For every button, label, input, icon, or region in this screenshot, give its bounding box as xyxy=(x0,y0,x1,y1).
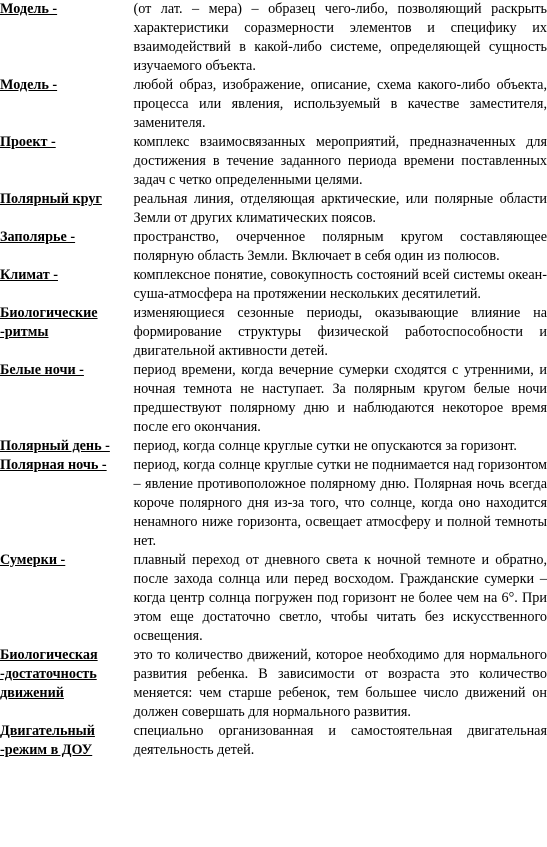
glossary-definition: период, когда солнце круглые сутки не поднимается над горизонтом – явление противоположное полярному дню. Полярная ночь всегда короче полярного дня из-за того, что солнце, когда оно находится ненамного ниже горизонта, освещает атмосферу и полной темноты нет. xyxy=(133,457,547,549)
glossary-term: Модель - xyxy=(0,77,58,93)
glossary-entry xyxy=(0,190,547,228)
glossary-term: Заполярье - xyxy=(0,229,76,245)
glossary-term: Биологическая -достаточность движений xyxy=(0,647,98,701)
glossary-term: Проект - xyxy=(0,134,56,150)
glossary-definition: любой образ, изображение, описание, схема какого-либо объекта, процесса или явления, используемый в качестве заместителя, заменителя. xyxy=(133,77,547,131)
glossary-definition: изменяющиеся сезонные периоды, оказывающие влияние на формирование структуры физической работоспособности и двигательной активности детей. xyxy=(133,305,547,359)
glossary-definition: это то количество движений, которое необходимо для нормального развития ребенка. В зависимости от возраста это количество меняется: чем старше ребенок, тем большее число движений он должен совершать для нормального развития. xyxy=(133,647,547,720)
glossary-entry xyxy=(0,361,547,437)
glossary-term: Двигательный -режим в ДОУ xyxy=(0,723,95,758)
glossary-term: Климат - xyxy=(0,267,58,283)
glossary-definition: период, когда солнце круглые сутки не опускаются за горизонт. xyxy=(133,438,517,454)
glossary-definition: реальная линия, отделяющая арктические, или полярные области Земли от других климатических поясов. xyxy=(133,191,547,226)
glossary-entry xyxy=(0,437,547,456)
glossary-definition: период времени, когда вечерние сумерки сходятся с утренними, и ночная темнота не наступает. За полярным кругом белые ночи предшествуют полярному дню и наблюдаются некоторое время после его окончания. xyxy=(133,362,547,435)
glossary-definition: комплексное понятие, совокупность состояний всей системы океан-суша-атмосфера на протяжении нескольких десятилетий. xyxy=(133,267,547,302)
glossary-entry xyxy=(0,133,547,190)
glossary-entry xyxy=(0,551,547,646)
glossary-term: Белые ночи - xyxy=(0,362,84,378)
glossary-term: Полярный круг xyxy=(0,191,102,207)
glossary-entry xyxy=(0,0,547,76)
glossary-entry xyxy=(0,266,547,304)
glossary-definition: специально организованная и самостоятельная двигательная деятельность детей. xyxy=(133,723,547,758)
glossary-entry xyxy=(0,456,547,551)
glossary-definition: пространство, очерченное полярным кругом составляющее полярную область Земли. Включает в себя один из полюсов. xyxy=(133,229,547,264)
glossary-term: Биологические -ритмы xyxy=(0,305,98,340)
glossary-entry xyxy=(0,304,547,361)
glossary-term: Сумерки - xyxy=(0,552,66,568)
glossary-definition: (от лат. – мера) – образец чего-либо, позволяющий раскрыть характеристики соразмерности элементов и специфику их взаимодействий в какой-либо системе, определяющей сущность изучаемого объекта. xyxy=(133,1,547,74)
glossary-definition: плавный переход от дневного света к ночной темноте и обратно, после захода солнца или перед восходом. Гражданские сумерки – когда центр солнца погружен под горизонт не более чем на 6°. При этом еще достаточно светло, чтобы читать без искусственного освещения. xyxy=(133,552,547,644)
glossary-definition: комплекс взаимосвязанных мероприятий, предназначенных для достижения в течение заданного периода времени поставленных задач с четко определенными целями. xyxy=(133,134,547,188)
glossary-term: Модель - xyxy=(0,1,58,17)
glossary-entry xyxy=(0,228,547,266)
glossary-entry xyxy=(0,646,547,722)
glossary-term: Полярный день - xyxy=(0,438,110,454)
glossary-term: Полярная ночь - xyxy=(0,457,107,473)
glossary-entry xyxy=(0,722,547,760)
glossary-entry xyxy=(0,76,547,133)
